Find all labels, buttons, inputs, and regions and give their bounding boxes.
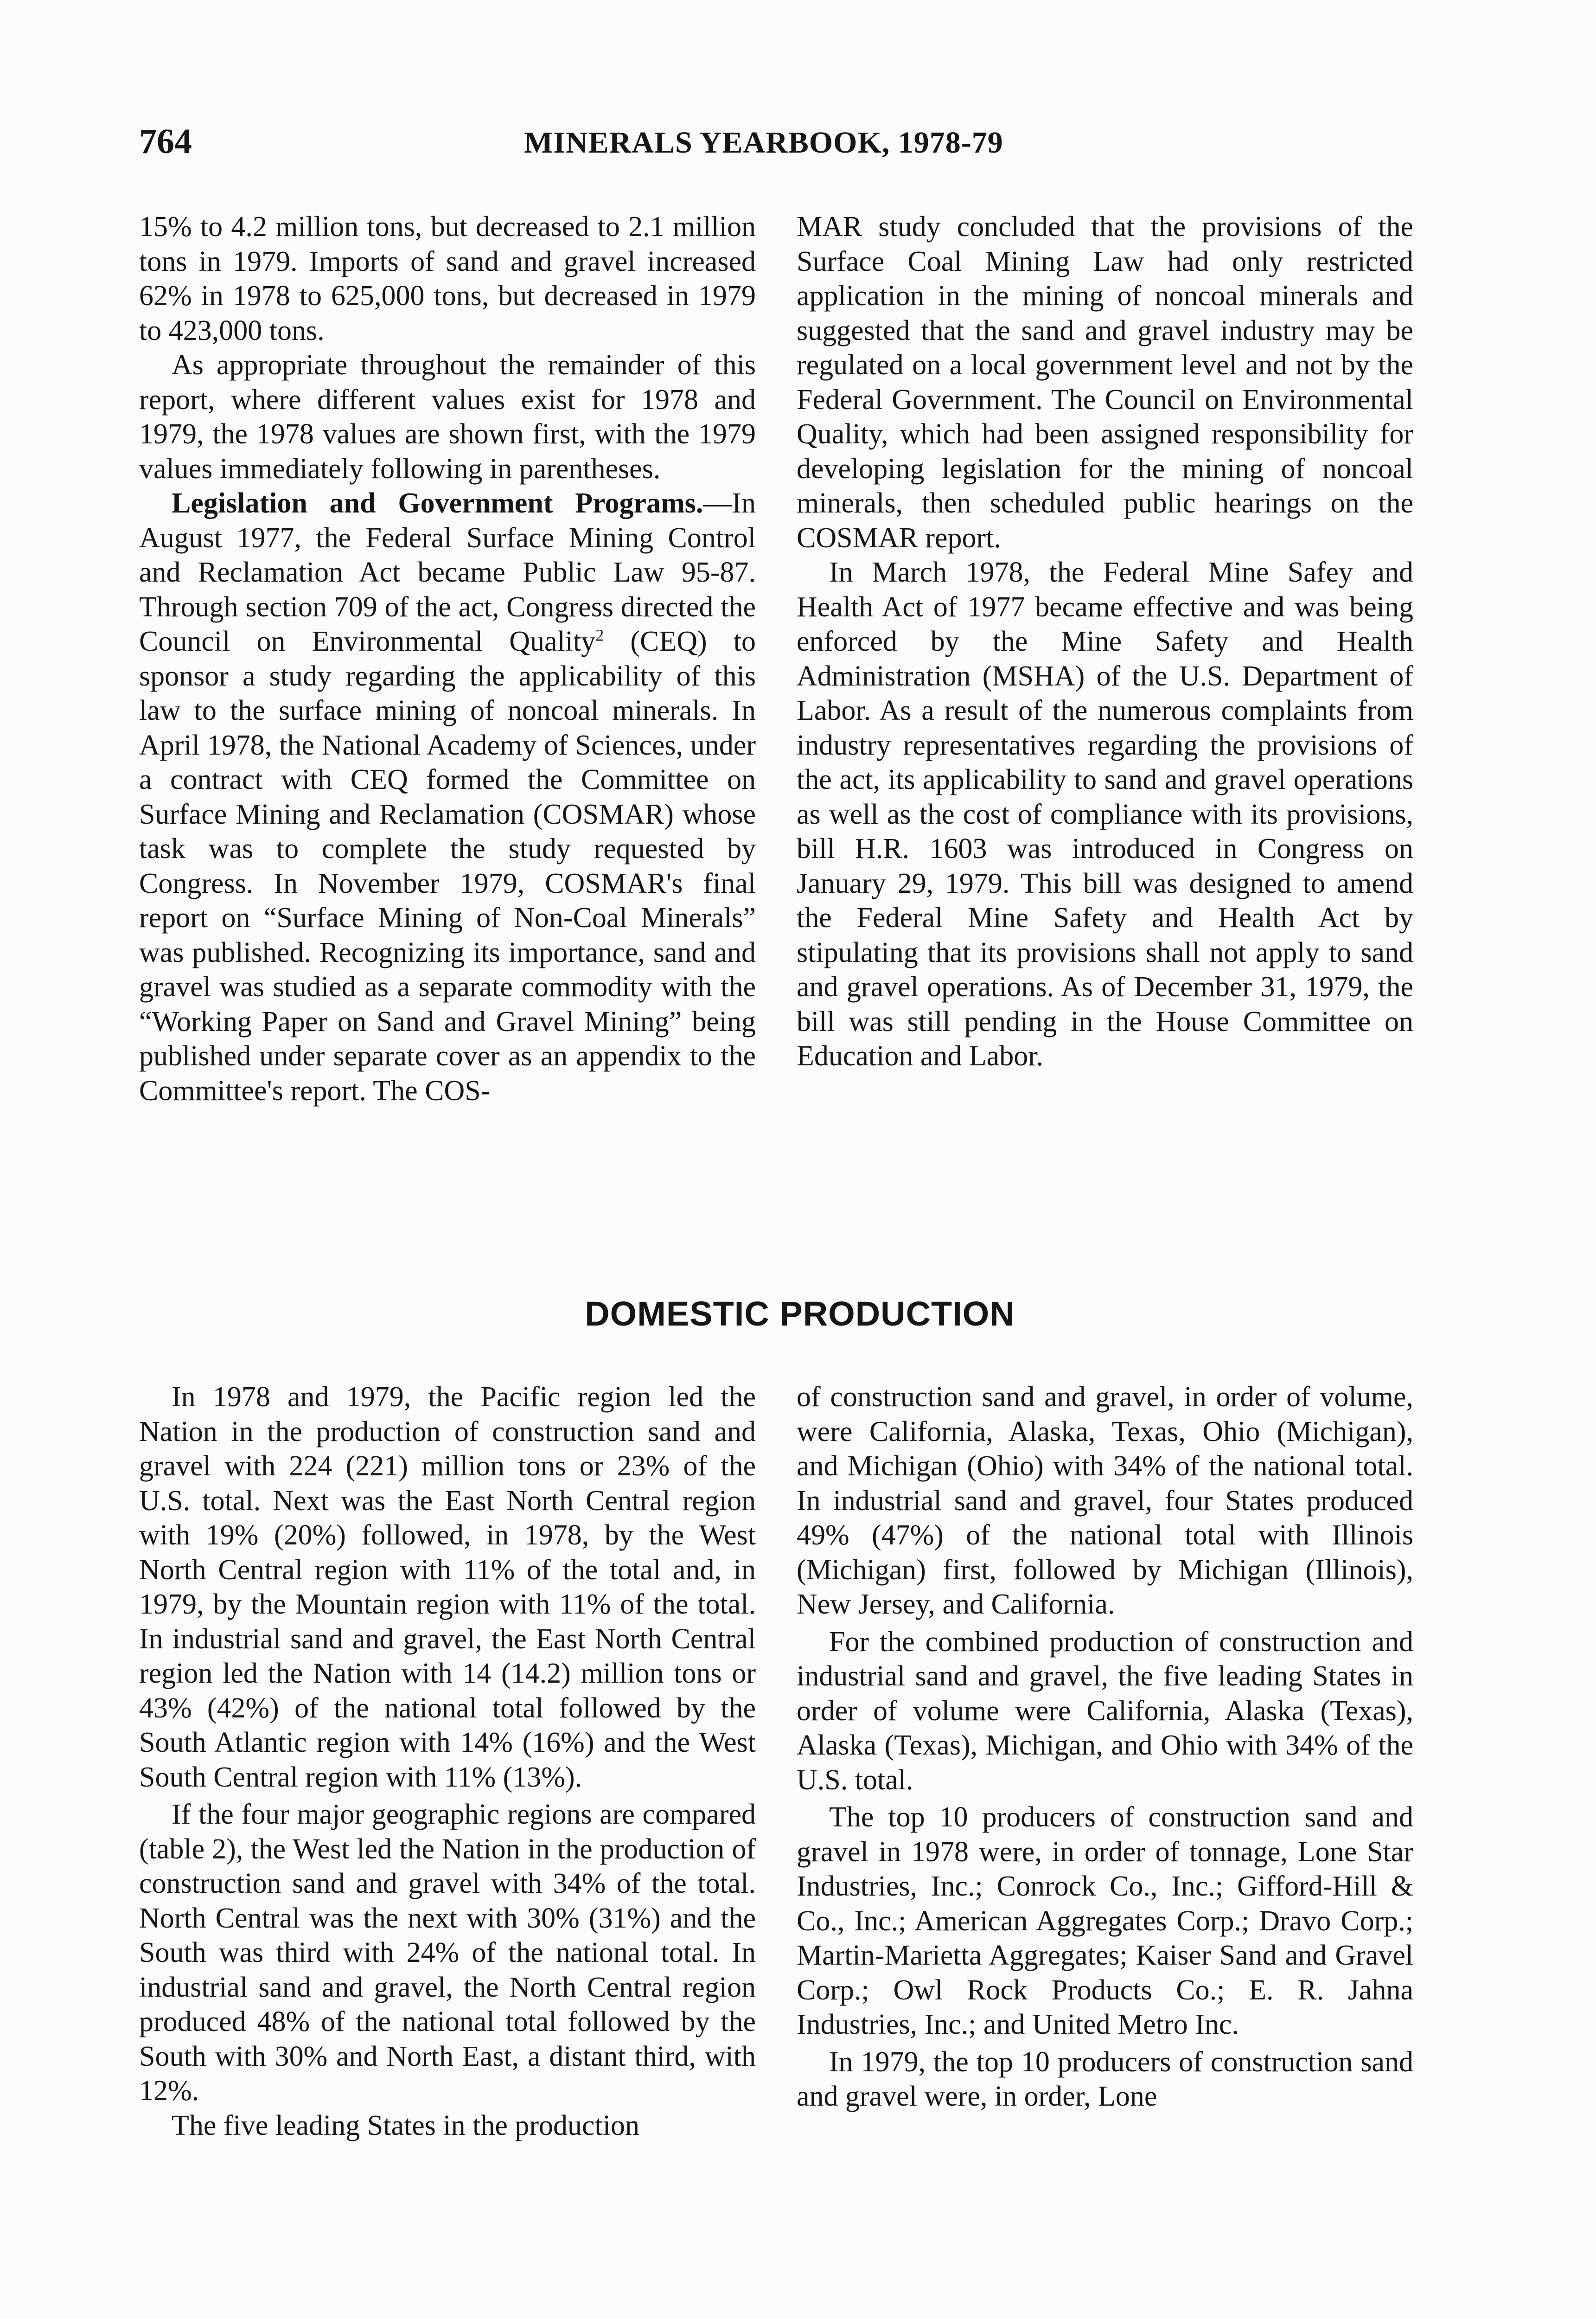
column-bottom-left: [139, 1380, 756, 2143]
column-top-right: [797, 210, 1413, 1074]
paragraph: In 1979, the top 10 producers of construction sand and gravel were, in order, Lone: [797, 2046, 1413, 2112]
paragraph: of construction sand and gravel, in order of volume, were California, Alaska, Texas, Ohio (Michigan), and Michigan (Ohio) with 34% of the national total. In industrial sand and gravel, four States produced 49% (47%) of the national total with Illinois (Michigan) first, followed by Michigan (Illinois), New Jersey, and California.: [797, 1381, 1413, 1620]
column-top-left: [139, 210, 756, 1108]
paragraph: The top 10 producers of construction sand and gravel in 1978 were, in order of tonnage, Lone Star Industries, Inc.; Conrock Co., Inc.; Gifford-Hill & Co., Inc.; American Aggregates Corp.; Dravo Corp.; Martin-Marietta Aggregates; Kaiser Sand and Gravel Corp.; Owl Rock Products Co.; E. R. Jahna Industries, Inc.; and United Metro Inc.: [797, 1801, 1413, 2040]
paragraph: [139, 486, 756, 1108]
paragraph-text: (CEQ) to sponsor a study regarding the applicability of this law to the surface mining of noncoal minerals. In April 1978, the National Academy of Sciences, under a contract with CEQ formed the Committee on Surface Mining and Reclamation (COSMAR) whose task was to complete the study requested by Congress. In November 1979, COSMAR's final report on “Surface Mining of Non-Coal Minerals” was published. Recognizing its importance, sand and gravel was studied as a separate commodity with the “Working Paper on Sand and Gravel Mining” being published under separate cover as an appendix to the Committee's report. The COS-: [139, 626, 756, 1107]
paragraph: For the combined production of construction and industrial sand and gravel, the five leading States in order of volume were California, Alaska (Texas), Alaska (Texas), Michigan, and Ohio with 34% of the U.S. total.: [797, 1626, 1413, 1796]
footnote-ref: 2: [595, 626, 604, 645]
running-title: MINERALS YEARBOOK, 1978-79: [524, 126, 1003, 160]
page-number: 764: [139, 122, 192, 161]
paragraph: In March 1978, the Federal Mine Safey and Health Act of 1977 became effective and was being enforced by the Mine Safety and Health Administration (MSHA) of the U.S. Department of Labor. As a result of the numerous complaints from industry representatives regarding the provisions of the act, its applicability to sand and gravel operations as well as the cost of compliance with its provisions, bill H.R. 1603 was introduced in Congress on January 29, 1979. This bill was designed to amend the Federal Mine Safety and Health Act by stipulating that its provisions shall not apply to sand and gravel operations. As of December 31, 1979, the bill was still pending in the House Committee on Education and Labor.: [797, 557, 1413, 1072]
run-in-heading: Legislation and Government Programs.: [172, 487, 703, 519]
paragraph: If the four major geographic regions are compared (table 2), the West led the Nation in the production of construction sand and gravel with 34% of the total. North Central was the next with 30% (31%) and the South was third with 24% of the national total. In industrial sand and gravel, the North Central region produced 48% of the national total followed by the South with 30% and North East, a distant third, with 12%.: [139, 1799, 756, 2107]
section-heading: DOMESTIC PRODUCTION: [585, 1294, 1015, 1333]
paragraph: MAR study concluded that the provisions of the Surface Coal Mining Law had only restricted application in the mining of noncoal minerals and suggested that the sand and gravel industry may be regulated on a local government level and not by the Federal Government. The Council on Environmental Quality, which had been assigned responsibility for developing legislation for the mining of noncoal minerals, then scheduled public hearings on the COSMAR report.: [797, 211, 1413, 554]
paragraph-text: —In August 1977, the Federal Surface Mining Control and Reclamation Act became Public Law 95-87. Through section 709 of the act, Congress directed the Council on Environmental Quality: [139, 487, 756, 657]
paragraph: In 1978 and 1979, the Pacific region led the Nation in the production of construction sand and gravel with 224 (221) million tons or 23% of the U.S. total. Next was the East North Central region with 19% (20%) followed, in 1978, by the West North Central region with 11% of the total and, in 1979, by the Mountain region with 11% of the total. In industrial sand and gravel, the East North Central region led the Nation with 14 (14.2) million tons or 43% (42%) of the national total followed by the South Atlantic region with 14% (16%) and the West South Central region with 11% (13%).: [139, 1381, 756, 1793]
column-bottom-right: [797, 1380, 1413, 2114]
paragraph: 15% to 4.2 million tons, but decreased to 2.1 million tons in 1979. Imports of sand and gravel increased 62% in 1978 to 625,000 tons, but decreased in 1979 to 423,000 tons.: [139, 211, 756, 346]
paragraph: The five leading States in the production: [172, 2109, 639, 2141]
paragraph: As appropriate throughout the remainder of this report, where different values exist for 1978 and 1979, the 1978 values are shown first, with the 1979 values immediately following in parentheses.: [139, 349, 756, 485]
page-header: [139, 122, 1071, 173]
